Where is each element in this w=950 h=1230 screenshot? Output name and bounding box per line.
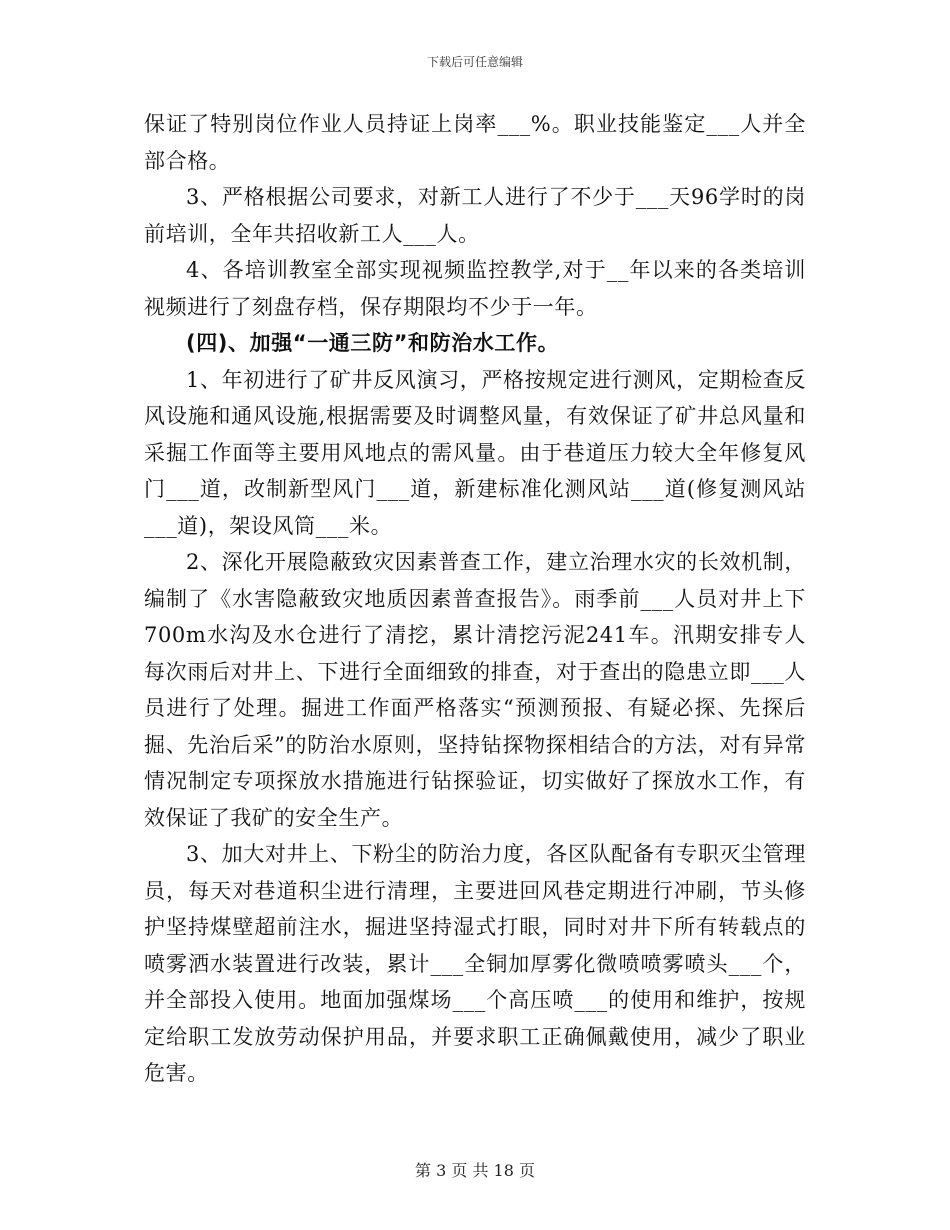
page-number: 第 3 页 共 18 页 (415, 1161, 535, 1180)
paragraph-item-4-video: 4、各培训教室全部实现视频监控教学,对于__年以来的各类培训视频进行了刻盘存档，保存期限均不少于一年。 (144, 258, 806, 319)
page-header: 下载后可任意编辑 (426, 55, 523, 69)
paragraph-continuation: 保证了特别岗位作业人员持证上岗率___%。职业技能鉴定___人并全部合格。 (144, 112, 806, 173)
document-body (144, 106, 806, 1092)
paragraph-item-3-dust: 3、加大对井上、下粉尘的防治力度，各区队配备有专职灭尘管理员，每天对巷道积尘进行清理，主要进回风巷定期进行冲刷，节头修护坚持煤壁超前注水，掘进坚持湿式打眼，同时对井下所有转载点的喷雾洒水装置进行改装，累计___全铜加厚雾化微喷喷雾喷头___个，并全部投入使用。地面加强煤场___个高压喷___的使用和维护，按规定给职工发放劳动保护用品，并要求职工正确佩戴使用，减少了职业危害。 (144, 842, 806, 1085)
section-heading: (四)、加强“一通三防”和防治水工作。 (186, 331, 560, 355)
paragraph-item-3-training: 3、严格根据公司要求，对新工人进行了不少于___天96学时的岗前培训，全年共招收新工人___人。 (144, 185, 806, 246)
paragraph-item-2-water: 2、深化开展隐蔽致灾因素普查工作，建立治理水灾的长效机制，编制了《水害隐蔽致灾地质因素普查报告》。雨季前___人员对井上下700m水沟及水仓进行了清挖，累计清挖污泥241车。汛期安排专人每次雨后对井上、下进行全面细致的排查，对于查出的隐患立即___人员进行了处理。掘进工作面严格落实“预测预报、有疑必探、先探后掘、先治后采”的防治水原则，坚持钻探物探相结合的方法，对有异常情况制定专项探放水措施进行钻探验证，切实做好了探放水工作，有效保证了我矿的安全生产。 (144, 550, 806, 830)
paragraph-item-1-ventilation: 1、年初进行了矿井反风演习，严格按规定进行测风，定期检查反风设施和通风设施,根据需要及时调整风量，有效保证了矿井总风量和采掘工作面等主要用风地点的需风量。由于巷道压力较大全年修复风门___道，改制新型风门___道，新建标准化测风站___道(修复测风站___道)，架设风筒___米。 (144, 367, 806, 538)
